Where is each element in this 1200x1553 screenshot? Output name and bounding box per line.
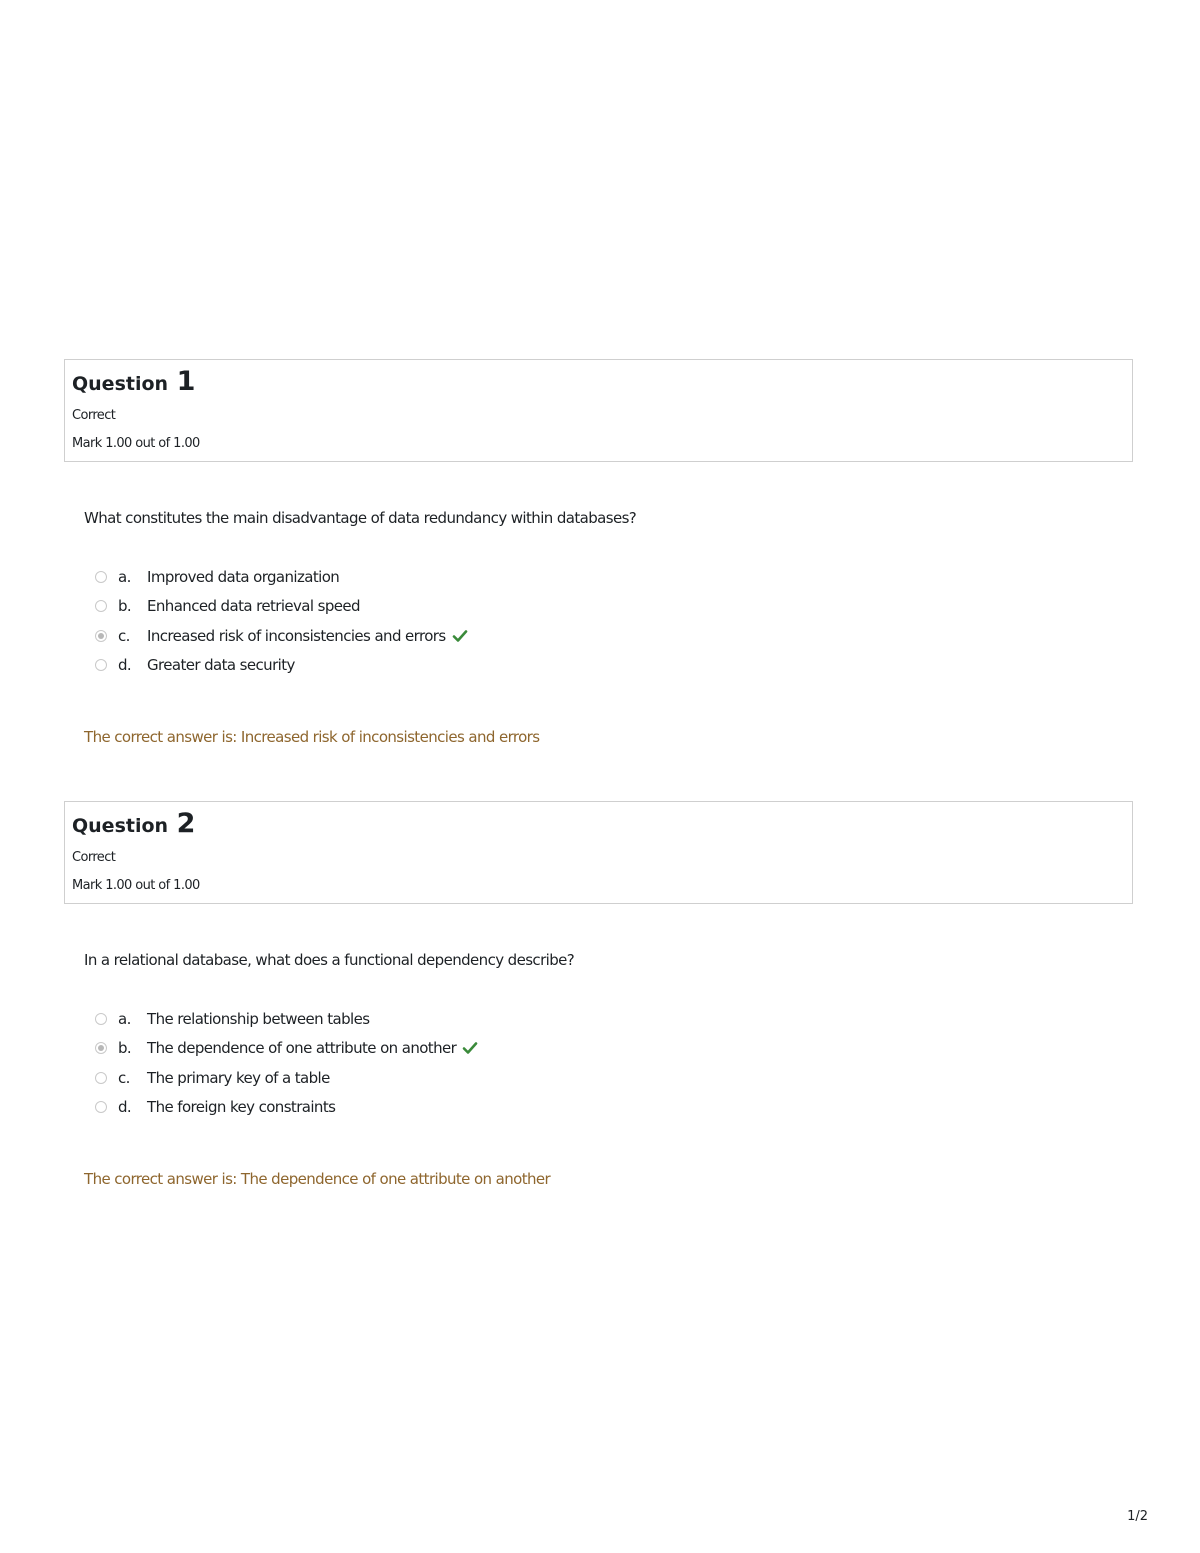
radio-button[interactable]	[95, 1013, 107, 1025]
question-label: Question	[72, 373, 169, 395]
radio-button-selected[interactable]	[95, 630, 107, 642]
answer-text	[147, 1010, 369, 1028]
answer-label: The foreign key constraints	[147, 1098, 336, 1117]
radio-button[interactable]	[95, 1101, 107, 1113]
answer-option-c[interactable]	[93, 1063, 330, 1093]
radio-button[interactable]	[95, 659, 107, 671]
radio-button-selected[interactable]	[95, 1042, 107, 1054]
answer-text	[147, 656, 295, 674]
answer-text	[147, 1069, 330, 1087]
answer-letter: c.	[118, 1068, 130, 1087]
answer-text	[147, 568, 339, 586]
radio-button[interactable]	[95, 571, 107, 583]
radio-button[interactable]	[95, 1072, 107, 1084]
answer-label: The dependence of one attribute on another	[147, 1039, 457, 1058]
answer-label: The primary key of a table	[147, 1068, 330, 1087]
answer-letter: a.	[118, 1009, 131, 1028]
answer-letter: d.	[118, 1098, 132, 1117]
answer-label: The relationship between tables	[147, 1009, 370, 1028]
correct-answer-feedback: The correct answer is: The dependence of one attribute on another	[84, 1170, 551, 1188]
question-number: 2	[176, 808, 196, 839]
answer-text	[147, 1039, 478, 1057]
question-number: 1	[176, 366, 196, 397]
answer-option-d[interactable]	[93, 651, 295, 681]
answer-label: Greater data security	[147, 656, 295, 675]
answer-list	[93, 562, 446, 680]
radio-button[interactable]	[95, 600, 107, 612]
question-text: In a relational database, what does a functional dependency describe?	[84, 951, 575, 969]
question-grade: Mark 1.00 out of 1.00	[72, 878, 200, 893]
question-state: Correct	[72, 408, 116, 423]
answer-label: Enhanced data retrieval speed	[147, 597, 360, 616]
answer-label: Increased risk of inconsistencies and errors	[147, 626, 446, 645]
answer-letter: b.	[118, 1039, 132, 1058]
check-icon	[462, 1041, 478, 1055]
answer-text	[147, 1098, 335, 1116]
correct-answer-feedback: The correct answer is: Increased risk of inconsistencies and errors	[84, 728, 540, 746]
question-heading	[72, 366, 195, 397]
answer-list	[93, 1004, 457, 1122]
answer-letter: c.	[118, 626, 130, 645]
answer-option-b[interactable]	[93, 1034, 457, 1064]
question-text: What constitutes the main disadvantage of data redundancy within databases?	[84, 509, 637, 527]
answer-text	[147, 597, 360, 615]
answer-option-a[interactable]	[93, 1004, 370, 1034]
check-icon	[452, 629, 468, 643]
answer-letter: b.	[118, 597, 132, 616]
page-number: 1/2	[1127, 1509, 1148, 1524]
question-grade: Mark 1.00 out of 1.00	[72, 436, 200, 451]
answer-option-d[interactable]	[93, 1093, 336, 1123]
question-info-box	[64, 801, 1133, 904]
answer-option-a[interactable]	[93, 562, 340, 592]
answer-letter: a.	[118, 567, 131, 586]
question-label: Question	[72, 815, 169, 837]
answer-text	[147, 627, 468, 645]
question-state: Correct	[72, 850, 116, 865]
answer-option-b[interactable]	[93, 592, 360, 622]
question-info-box	[64, 359, 1133, 462]
question-heading	[72, 808, 195, 839]
answer-label: Improved data organization	[147, 567, 340, 586]
answer-option-c[interactable]	[93, 621, 446, 651]
answer-letter: d.	[118, 656, 132, 675]
